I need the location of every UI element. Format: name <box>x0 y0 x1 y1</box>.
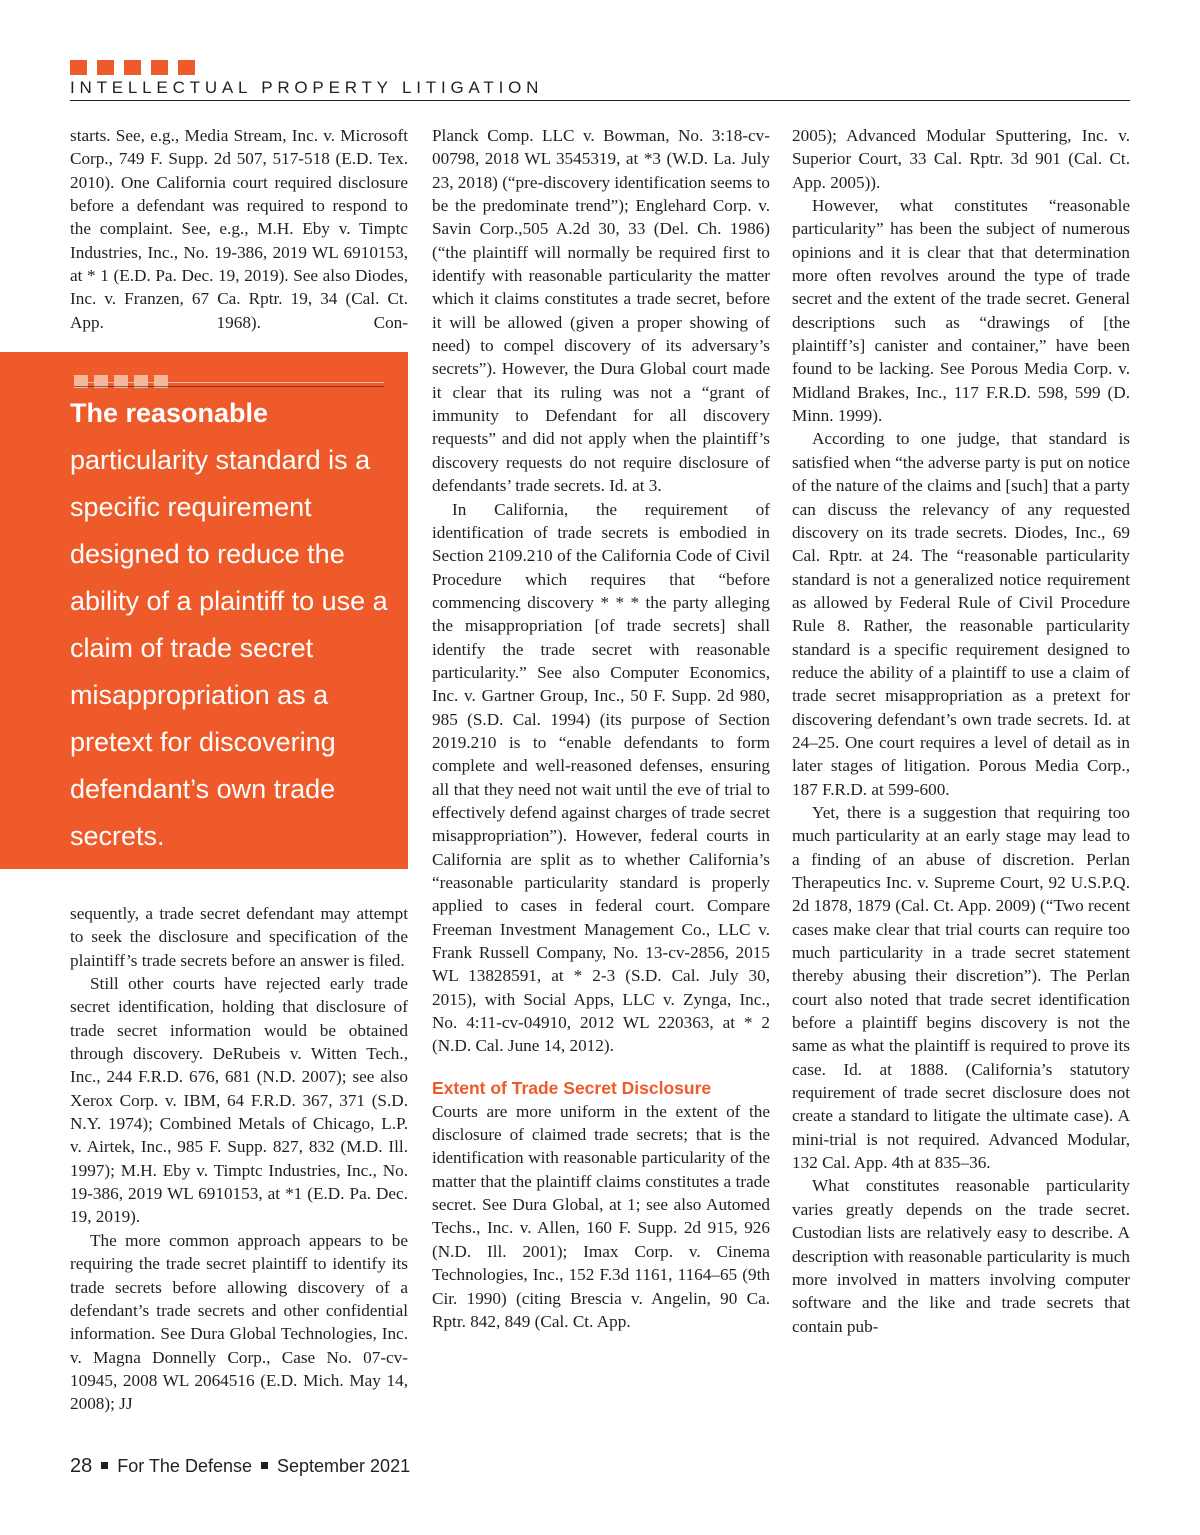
column-3-paragraph-4: Yet, there is a suggestion that requiring too much particularity at an early stage may lead to a finding of an abuse of discretion. Perlan Therapeutics Inc. v. Supreme Court, 92 U.S.P.Q. 2d 1878, 1879 (Cal. Ct. App. 2009) (“Two recent cases make clear that trial courts can require too much particularity in a trade secret statement thereby abusing their discretion”). The Perlan court also noted that trade secret identification before a plaintiff begins discovery is not the same as what the plaintiff is required to prove its case. Id. at 1888. (California’s statutory requirement of trade secret disclosure does not create a standard to litigate the ultimate case). A mini-trial is not required. Advanced Modular, 132 Cal. App. 4th at 835–36. <box>792 802 1130 1173</box>
issue-date: September 2021 <box>277 1456 411 1476</box>
pull-quote-callout <box>0 352 408 869</box>
bullet-separator-icon <box>261 1462 268 1469</box>
column-3-paragraph-3: According to one judge, that standard is satisfied when “the adverse party is put on notice of the nature of the claims and [such] that a party can discuss the relevancy of any requested discovery on its trade secrets. Diodes, Inc., 69 Cal. Rptr. at 24. The “reasonable particularity standard is not a generalized notice requirement as allowed by Federal Rule of Civil Procedure Rule 8. Rather, the reasonable particularity standard is a specific requirement designed to reduce the ability of a plaintiff to use a claim of trade secret misappropriation as a pretext for discovering defendant’s own trade secrets. Id. at 24–25. One court requires a level of detail as in later stages of litigation. Porous Media Corp., 187 F.R.D. at 599-600. <box>792 429 1130 799</box>
column-2-paragraph-2: In California, the requirement of identification of trade secrets is embodied in Section 2109.210 of the California Code of Civil Procedure which requires that “before commencing discovery * * * the party alleging the misappropriation [of trade secrets] shall identify the trade secret with reasonable particularity.” See also Computer Economics, Inc. v. Gartner Group, Inc., 50 F. Supp. 2d 980, 985 (S.D. Cal. 1994) (its purpose of Section 2019.210 is to “enable defendants to form complete and well-reasoned defenses, ensuring all that they need not wait until the eve of trial to effectively defend against charges of trade secret misappropriation”). However, federal courts in California are split as to whether California’s “reasonable particularity standard is properly applied to cases in federal court. Compare Freeman Investment Management Co., LLC v. Frank Russell Company, No. 13-cv-2856, 2015 WL 13828591, at * 2-3 (S.D. Cal. July 30, 2015), with Social Apps, LLC v. Zynga, Inc., No. 4:11-cv-04910, 2012 WL 220363, at * 2 (N.D. Cal. June 14, 2012). <box>432 499 770 1056</box>
column-2-paragraph-1: Planck Comp. LLC v. Bowman, No. 3:18-cv-00798, 2018 WL 3545319, at *3 (W.D. La. July 23, 2018) (“pre-discovery identification seems to be the predominate trend”); Englehard Corp. v. Savin Corp.,505 A.2d 30, 33 (Del. Ch. 1986) (“the plaintiff will normally be required first to identify with reasonable particularity the matter which it claims constitutes a trade secret, before it will be allowed (given a proper showing of need) to compel discovery of its adversary’s secrets”). However, the Dura Global court made it clear that its ruling was not a “grant of immunity to Defendant for all discovery requests” and did not apply when the plaintiff’s discovery requests do not require disclosure of defendants’ trade secrets. Id. at 3. <box>432 126 770 496</box>
column-2-paragraph-3: Courts are more uniform in the extent of the disclosure of claimed trade secrets; that is the identification with reasonable particularity of the matter that the plaintiff claims constitutes a trade secret. See Dura Global, at 1; see also Automed Techs., Inc. v. Allen, 160 F. Supp. 2d 915, 926 (N.D. Ill. 2001); Imax Corp. v. Cinema Technologies, Inc., 152 F.3d 1161, 1164–65 (9th Cir. 1990) (citing Brescia v. Angelin, 90 Ca. Rptr. 842, 849 (Cal. Ct. App. <box>432 1101 770 1331</box>
header-rule <box>70 100 1130 101</box>
column-2 <box>432 124 770 1333</box>
column-3 <box>792 124 1130 1338</box>
page-number: 28 <box>70 1455 93 1477</box>
column-1-lower <box>70 902 408 1416</box>
section-title: INTELLECTUAL PROPERTY LITIGATION <box>70 78 544 97</box>
bullet-separator-icon <box>101 1462 108 1469</box>
column-1-paragraph-2: Still other courts have rejected early trade secret identification, holding that disclosure of trade secret information would be obtained through discovery. DeRubeis v. Witten Tech., Inc., 244 F.R.D. 676, 681 (N.D. 2007); see also Xerox Corp. v. IBM, 64 F.R.D. 367, 371 (S.D. N.Y. 1974); Combined Metals of Chicago, L.P. v. Airtek, Inc., 985 F. Supp. 827, 832 (M.D. Ill. 1997); M.H. Eby v. Timptc Industries, Inc., No. 19-386, 2019 WL 6910153, at *1 (E.D. Pa. Dec. 19, 2019). <box>70 974 408 1227</box>
column-1-paragraph-3: The more common approach appears to be requiring the trade secret plaintiff to identify its trade secrets before allowing discovery of a defendant’s trade secrets and other confidential information. See Dura Global Technologies, Inc. v. Magna Donnelly Corp., Case No. 07-cv-10945, 2008 WL 2064516 (E.D. Mich. May 14, 2008); JJ <box>70 1230 408 1414</box>
column-3-paragraph-1: 2005); Advanced Modular Sputtering, Inc. v. Superior Court, 33 Cal. Rptr. 3d 901 (Cal. Ct. App. 2005)). <box>792 126 1130 192</box>
pull-quote <box>70 390 400 860</box>
section-heading: Extent of Trade Secret Disclosure <box>432 1077 712 1098</box>
header-squares-ornament <box>70 60 195 75</box>
callout-rule <box>74 382 384 383</box>
column-1-continued-paragraph: sequently, a trade secret defendant may attempt to seek the disclosure and specification of the plaintiff’s trade secrets before an answer is filed. <box>70 904 408 970</box>
pull-quote-body: particularity standard is a specific requirement designed to reduce the ability of a plaintiff to use a claim of trade secret misappropriation as a pretext for discovering defendant’s own trade secrets. <box>70 445 388 851</box>
pull-quote-lead: The reasonable <box>70 398 269 428</box>
publication-name: For The Defense <box>117 1456 252 1476</box>
column-3-paragraph-2: However, what constitutes “reasonable particularity” has been the subject of numerous opinions and it is clear that that determination more often revolves around the type of trade secret and the extent of the trade secret. General descriptions such as “drawings of [the plaintiff’s] canister and container,” have been found to be lacking. See Porous Media Corp. v. Midland Brakes, Inc., 117 F.R.D. 598, 599 (D. Minn. 1999). <box>792 196 1130 426</box>
page-footer <box>70 1455 410 1478</box>
column-3-paragraph-5: What constitutes reasonable particularity varies greatly depends on the trade secret. Custodian lists are relatively easy to describe. A description with reasonable particularity is much more involved in matters involving computer software and the like and trade secrets that contain pub- <box>792 1176 1130 1336</box>
callout-rule-dark <box>74 386 384 387</box>
column-1-top-paragraph: starts. See, e.g., Media Stream, Inc. v. Microsoft Corp., 749 F. Supp. 2d 507, 517-518 (E.D. Tex. 2010). One California court required disclosure before a defendant was required to respond to the complaint. See, e.g., M.H. Eby v. Timptc Industries, Inc., No. 19-386, 2019 WL 6910153, at * 1 (E.D. Pa. Dec. 19, 2019). See also Diodes, Inc. v. Franzen, 67 Ca. Rptr. 19, 34 (Cal. Ct. App. 1968). Con- <box>70 126 408 332</box>
